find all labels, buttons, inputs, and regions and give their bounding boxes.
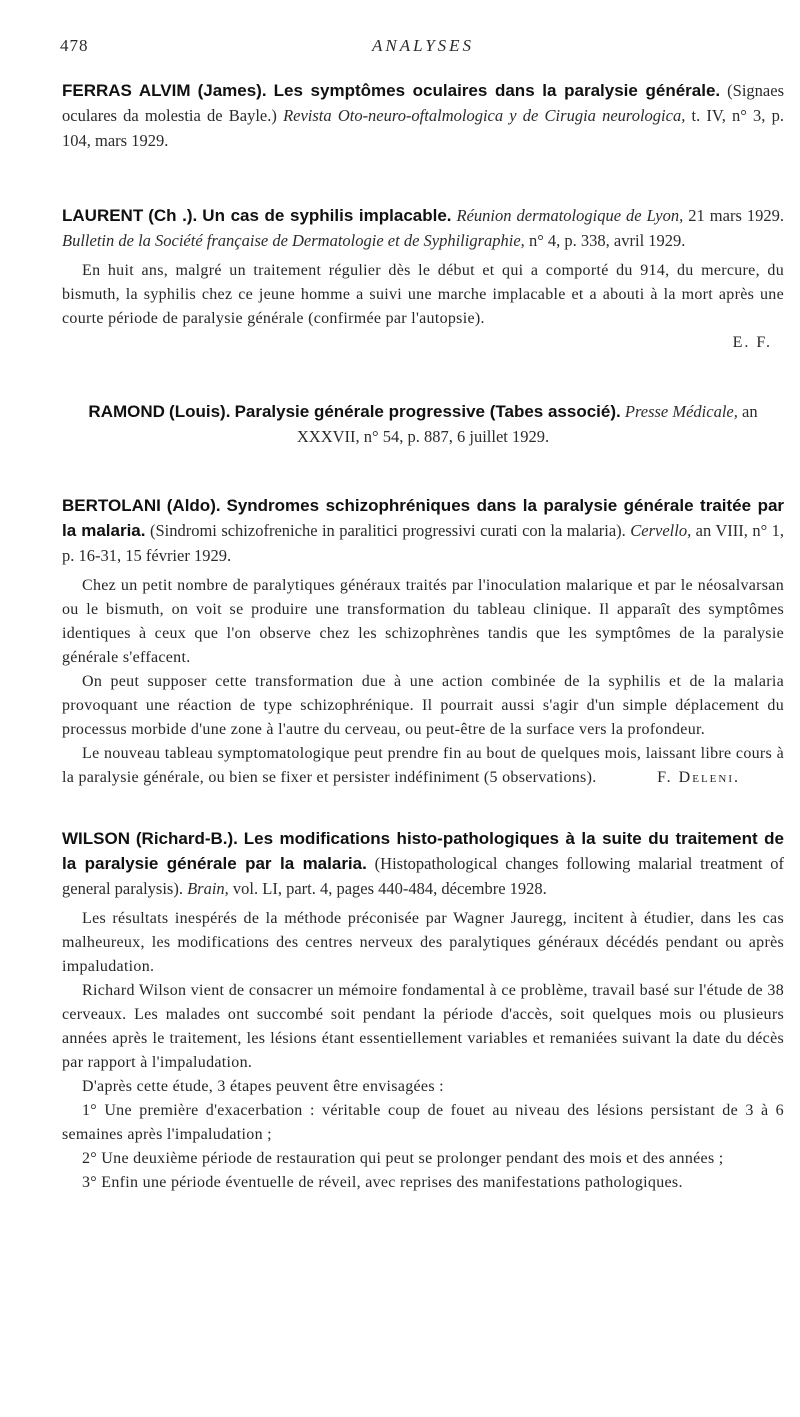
- author-firstname: (Louis).: [169, 402, 231, 421]
- author-firstname: (Richard-B.).: [135, 829, 238, 848]
- entry-ramond: [62, 399, 784, 449]
- journal-name: Réunion dermatologique de Lyon,: [456, 206, 684, 225]
- journal-name: Presse Médicale,: [624, 402, 738, 421]
- author-firstname: (Ch .).: [148, 206, 198, 225]
- page-number: 478: [60, 36, 89, 55]
- article-title: Syndromes schizophréniques dans la paralysie générale traitée par la malaria.: [62, 496, 785, 540]
- article-title: Un cas de syphilis implacable.: [202, 206, 452, 225]
- source-original-title: (Histopathological changes following malarial treatment of general paralysis).: [62, 854, 785, 898]
- article-title: Les symptômes oculaires dans la paralysie générale.: [273, 81, 721, 100]
- entry-wilson: [62, 826, 784, 1195]
- reference: [62, 78, 784, 153]
- author-name: WILSON: [62, 829, 130, 848]
- source-date: 21 mars 1929.: [688, 206, 785, 225]
- entry-bertolani: [62, 493, 784, 790]
- source-details: an XXXVII, n° 54, p. 887, 6 juillet 1929.: [296, 402, 758, 446]
- source-original-title: (Sindromi schizofreniche in paralitici progressivi curati con la malaria).: [149, 521, 626, 540]
- running-head: [62, 36, 784, 64]
- author-name: BERTOLANI: [62, 496, 161, 515]
- reviewer-signature: E. F.: [732, 334, 772, 351]
- reference: [62, 203, 784, 253]
- author-name: RAMOND: [88, 402, 165, 421]
- abstract-paragraph-text: Le nouveau tableau symptomatologique peut prendre fin au bout de quelques mois, laissant libre cours à la paralysie générale, ou bien se fixer et persister indéfiniment (5 observations).: [62, 745, 784, 786]
- running-title: ANALYSES: [371, 36, 475, 55]
- article-title: Les modifications histo-pathologiques à la suite du traitement de la paralysie générale par la malaria.: [62, 829, 785, 873]
- abstract-paragraph: Les résultats inespérés de la méthode préconisée par Wagner Jauregg, incitent à étudier, dans les cas malheureux, les modifications des centres nerveux des paralytiques généraux décédés pendant ou après impaludation.: [62, 910, 784, 975]
- entry-ferras-alvim: [62, 78, 784, 153]
- list-item: 1° Une première d'exacerbation : véritable coup de fouet au niveau des lésions persistant de 3 à 6 semaines après l'impaludation ;: [62, 1102, 784, 1143]
- journal-name-2: Bulletin de la Société française de Dermatologie et de Syphiligraphie,: [62, 231, 525, 250]
- author-firstname: (Aldo).: [166, 496, 221, 515]
- author-name: FERRAS ALVIM: [62, 81, 191, 100]
- source-details: n° 4, p. 338, avril 1929.: [528, 231, 686, 250]
- source-original-title: (Signaes oculares da molestia de Bayle.): [62, 81, 784, 125]
- reference: [62, 493, 784, 568]
- abstract-paragraph: On peut supposer cette transformation due à une action combinée de la syphilis et de la malaria provoquant une réaction de type schizophrénique. Il pourrait aussi s'agir d'un simple déplacement du processus morbide d'une zone à l'autre du cerveau, ou peut-être de la surface vers la profondeur.: [62, 673, 784, 738]
- journal-name: Cervello,: [630, 521, 692, 540]
- reviewer-signature: F. Deleni.: [657, 769, 740, 786]
- list-item: 2° Une deuxième période de restauration qui peut se prolonger pendant des mois et des années ;: [82, 1150, 724, 1167]
- source-details: t. IV, n° 3, p. 104, mars 1929.: [62, 106, 784, 150]
- list-item: 3° Enfin une période éventuelle de réveil, avec reprises des manifestations pathologiques.: [82, 1174, 683, 1191]
- abstract-paragraph: D'après cette étude, 3 étapes peuvent être envisagées :: [82, 1078, 444, 1095]
- page: [62, 36, 784, 1195]
- reference: [62, 826, 784, 901]
- abstract-paragraph: En huit ans, malgré un traitement régulier dès le début et qui a comporté du 914, du mercure, du bismuth, la syphilis chez ce jeune homme a suivi une marche implacable et a abouti à la mort après une courte période de paralysie générale (confirmée par l'autopsie).: [62, 262, 784, 327]
- author-name: LAURENT: [62, 206, 144, 225]
- source-details: vol. LI, part. 4, pages 440-484, décembre 1928.: [232, 879, 547, 898]
- abstract-paragraph: Richard Wilson vient de consacrer un mémoire fondamental à ce problème, travail basé sur l'étude de 38 cerveaux. Les malades ont succombé soit pendant la période d'accès, soit quelques mois ou plusieurs années après le traitement, les lésions étant essentiellement variables et remaniées suivant la date du décès par rapport à l'impaludation.: [62, 982, 784, 1071]
- entry-laurent: [62, 203, 784, 355]
- reference: [62, 399, 784, 449]
- journal-name: Revista Oto-neuro-oftalmologica y de Cirugia neurologica,: [283, 106, 686, 125]
- author-firstname: (James).: [197, 81, 267, 100]
- journal-name: Brain,: [187, 879, 229, 898]
- abstract-paragraph: [62, 742, 784, 790]
- article-title: Paralysie générale progressive (Tabes associé).: [234, 402, 621, 421]
- abstract-paragraph: Chez un petit nombre de paralytiques généraux traités par l'inoculation malarique et par le néosalvarsan ou le bismuth, on voit se produire une transformation du tableau clinique. Il apparaît des symptômes identiques à ceux que l'on observe chez les schizophrènes tandis que les symptômes de la paralysie générale s'effacent.: [62, 577, 784, 666]
- source-details: an VIII, n° 1, p. 16-31, 15 février 1929.: [62, 521, 785, 565]
